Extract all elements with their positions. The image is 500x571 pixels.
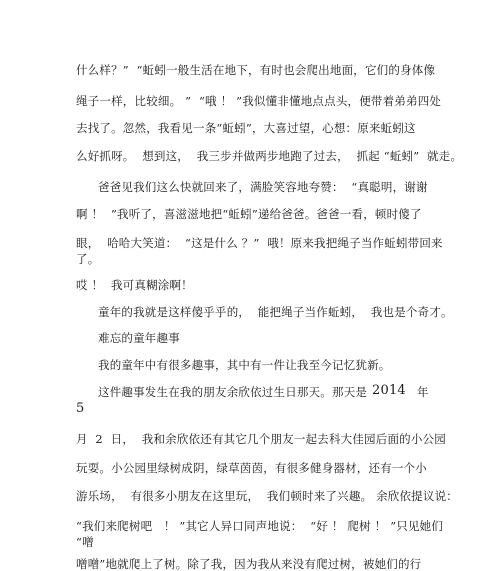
text-line: 年 — [417, 385, 429, 399]
text-line: 啊 ！ ”我听了，喜滋滋地把“蚯蚓”递给爸爸。爸爸一看，顿时傻了 — [76, 207, 422, 221]
text-line: 我的童年中有很多趣事，其中有一件让我至今记忆犹新。 — [98, 358, 391, 372]
text-line: 月 2 日， 我和余欣依还有其它几个朋友一起去科大佳园后面的小公园 — [76, 432, 446, 446]
text-line: 哎 ！ 我可真糊涂啊！ — [76, 278, 193, 292]
text-line: 2014 — [372, 383, 406, 398]
text-line: 了。 — [76, 252, 100, 266]
text-line: “我们来爬树吧 ！ ”其它人异口同声地说： “好 ！ 爬树 ！ ”只见她们 — [76, 519, 444, 533]
text-line: 游乐场， 有很多小朋友在这里玩， 我们顿时来了兴趣。 余欣依提议说： — [76, 489, 458, 503]
text-line: “噌 — [76, 535, 94, 549]
text-line: 这件趣事发生在我的朋友余欣依过生日那天。那天是 — [98, 385, 368, 399]
text-line: 爸爸见我们这么快就回来了，满脸笑容地夸赞： “真聪明，谢谢 — [98, 180, 428, 194]
text-line: 玩耍。小公园里绿树成阴，绿草茵茵，有很多健身器材，还有一个小 — [76, 461, 427, 475]
text-line: 童年的我就是这样傻乎乎的， 能把绳子当作蚯蚓， 我也是个奇才。 — [98, 305, 453, 319]
text-line: 么好抓呀。 想到这， 我三步并做两步地跑了过去， 抓起 “蚯蚓” 就走。 — [76, 149, 463, 163]
text-line: 5 — [76, 401, 85, 416]
text-line: 什么样？” “蚯蚓一般生活在地下，有时也会爬出地面，它们的身体像 — [76, 63, 436, 77]
text-line: 眼， 哈哈大笑道： “这是什么 ？” 哦！原来我把绳子当作蚯蚓带回来 — [76, 236, 443, 250]
text-line: 绳子一样，比较细。 ” “哦 ！ ”我似懂非懂地点点头，便带着弟弟四处 — [76, 94, 442, 108]
text-line: 噌噌”地就爬上了树。除了我，因为我从来没有爬过树，被她们的行 — [76, 557, 422, 571]
text-line: 去找了。忽然，我看见一条“蚯蚓”，大喜过望，心想：原来蚯蚓这 — [76, 121, 416, 135]
section-heading: 难忘的童年趣事 — [98, 331, 180, 345]
